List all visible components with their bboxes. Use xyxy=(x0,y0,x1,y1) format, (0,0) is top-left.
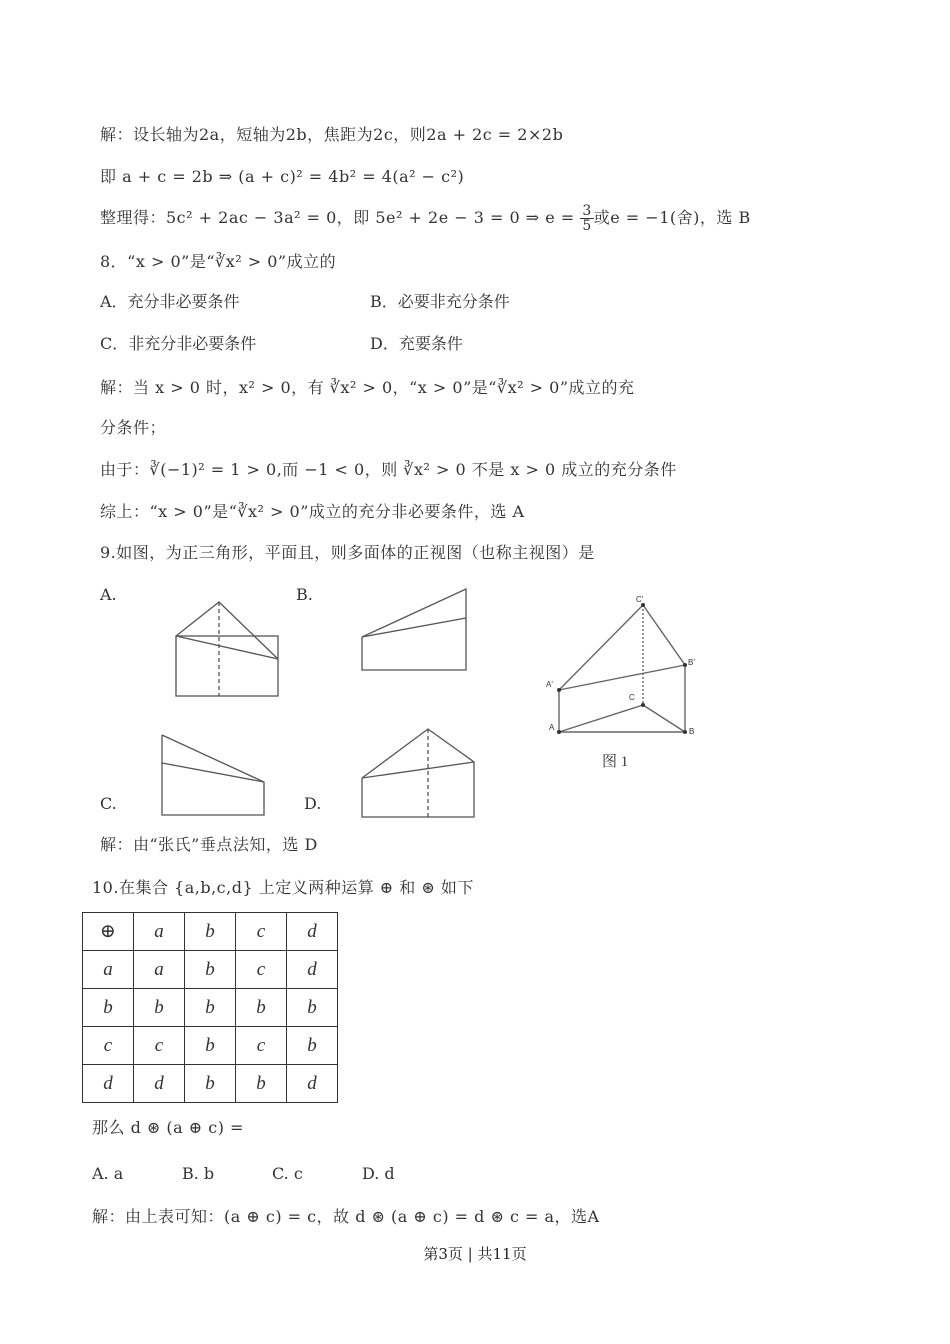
question-9-label-c: C. xyxy=(100,794,117,813)
question-10-option-c: C. c xyxy=(272,1164,303,1183)
table-cell: b xyxy=(134,989,185,1027)
option-a-figure xyxy=(170,598,285,700)
solution-8-line-1: 解：当 x > 0 时，x² > 0，有 ∛x² > 0，“x > 0”是“∛x² > 0”成立的充 xyxy=(100,378,635,397)
solution-7-line-3-post: 或e = −1(舍)，选 B xyxy=(593,208,751,227)
point-c1-label: C' xyxy=(636,595,644,604)
option-b-figure xyxy=(358,584,470,674)
question-10-ask: 那么 d ⊛ (a ⊕ c) = xyxy=(92,1118,244,1137)
fraction-three-fifths xyxy=(580,204,593,233)
solution-8-line-2: 分条件； xyxy=(100,418,167,437)
question-9-label-a: A. xyxy=(100,585,117,604)
table-cell: b xyxy=(185,951,236,989)
table-cell: a xyxy=(134,951,185,989)
table-cell: b xyxy=(185,989,236,1027)
page-footer: 第3页 | 共11页 xyxy=(423,1245,527,1263)
table-header-cell: ⊕ xyxy=(83,913,134,951)
table-cell: d xyxy=(287,1065,338,1103)
table-cell: b xyxy=(185,1065,236,1103)
solution-9: 解：由“张氏”垂点法知，选 D xyxy=(100,835,318,854)
fraction-denominator: 5 xyxy=(582,218,592,234)
option-c-figure xyxy=(158,731,268,819)
question-10: 10.在集合 {a,b,c,d} 上定义两种运算 ⊕ 和 ⊛ 如下 xyxy=(92,878,474,897)
point-a-label: A xyxy=(549,723,555,732)
solution-8-line-4: 综上：“x > 0”是“∛x² > 0”成立的充分非必要条件，选 A xyxy=(100,502,525,521)
table-cell: d xyxy=(83,1065,134,1103)
solution-8-line-3: 由于：∛(−1)² = 1 > 0,而 −1 < 0，则 ∛x² > 0 不是 x > 0 成立的充分条件 xyxy=(100,460,677,479)
table-cell: c xyxy=(236,951,287,989)
table-row xyxy=(83,951,338,989)
table-header-cell: a xyxy=(134,913,185,951)
point-a1-label: A' xyxy=(546,680,553,689)
question-9-label-b: B. xyxy=(296,585,313,604)
point-c-label: C xyxy=(629,693,635,702)
question-8: 8．“x > 0”是“∛x² > 0”成立的 xyxy=(100,252,337,271)
table-header-cell: c xyxy=(236,913,287,951)
table-row xyxy=(83,1027,338,1065)
option-d-figure xyxy=(358,726,480,820)
table-header-row xyxy=(83,913,338,951)
table-row xyxy=(83,1065,338,1103)
solution-7-line-3 xyxy=(100,204,751,233)
question-9: 9.如图，为正三角形，平面且，则多面体的正视图（也称主视图）是 xyxy=(100,543,595,562)
table-row xyxy=(83,989,338,1027)
table-cell: a xyxy=(83,951,134,989)
table-cell: b xyxy=(287,989,338,1027)
point-b1-label: B' xyxy=(688,658,695,667)
question-9-label-d: D. xyxy=(304,794,322,813)
solution-7-line-1: 解：设长轴为2a，短轴为2b，焦距为2c，则2a + 2c = 2×2b xyxy=(100,125,564,144)
table-cell: c xyxy=(236,1027,287,1065)
question-10-option-a: A. a xyxy=(92,1164,124,1183)
table-header-cell: b xyxy=(185,913,236,951)
point-b-label: B xyxy=(689,727,695,736)
table-cell: c xyxy=(134,1027,185,1065)
solution-7-line-3-pre: 整理得：5c² + 2ac − 3a² = 0，即 5e² + 2e − 3 = 0 ⇒ e = xyxy=(100,208,581,227)
question-8-option-a: A．充分非必要条件 xyxy=(100,292,240,311)
table-cell: d xyxy=(287,951,338,989)
table-cell: b xyxy=(236,989,287,1027)
question-8-option-b: B．必要非充分条件 xyxy=(370,292,510,311)
solution-10: 解：由上表可知：(a ⊕ c) = c，故 d ⊛ (a ⊕ c) = d ⊛ c = a，选A xyxy=(92,1207,600,1226)
question-10-option-d: D. d xyxy=(362,1164,395,1183)
figure-1-caption: 图 1 xyxy=(602,754,629,770)
figure-1-prism xyxy=(540,592,720,742)
table-cell: d xyxy=(134,1065,185,1103)
question-8-option-c: C．非充分非必要条件 xyxy=(100,334,257,353)
operation-table xyxy=(82,912,338,1103)
table-cell: b xyxy=(236,1065,287,1103)
solution-7-line-2: 即 a + c = 2b ⇒ (a + c)² = 4b² = 4(a² − c²) xyxy=(100,167,465,186)
table-cell: b xyxy=(185,1027,236,1065)
table-cell: c xyxy=(83,1027,134,1065)
table-cell: b xyxy=(287,1027,338,1065)
fraction-numerator: 3 xyxy=(582,203,592,219)
table-header-cell: d xyxy=(287,913,338,951)
question-10-option-b: B. b xyxy=(182,1164,215,1183)
table-cell: b xyxy=(83,989,134,1027)
question-8-option-d: D．充要条件 xyxy=(370,334,463,353)
